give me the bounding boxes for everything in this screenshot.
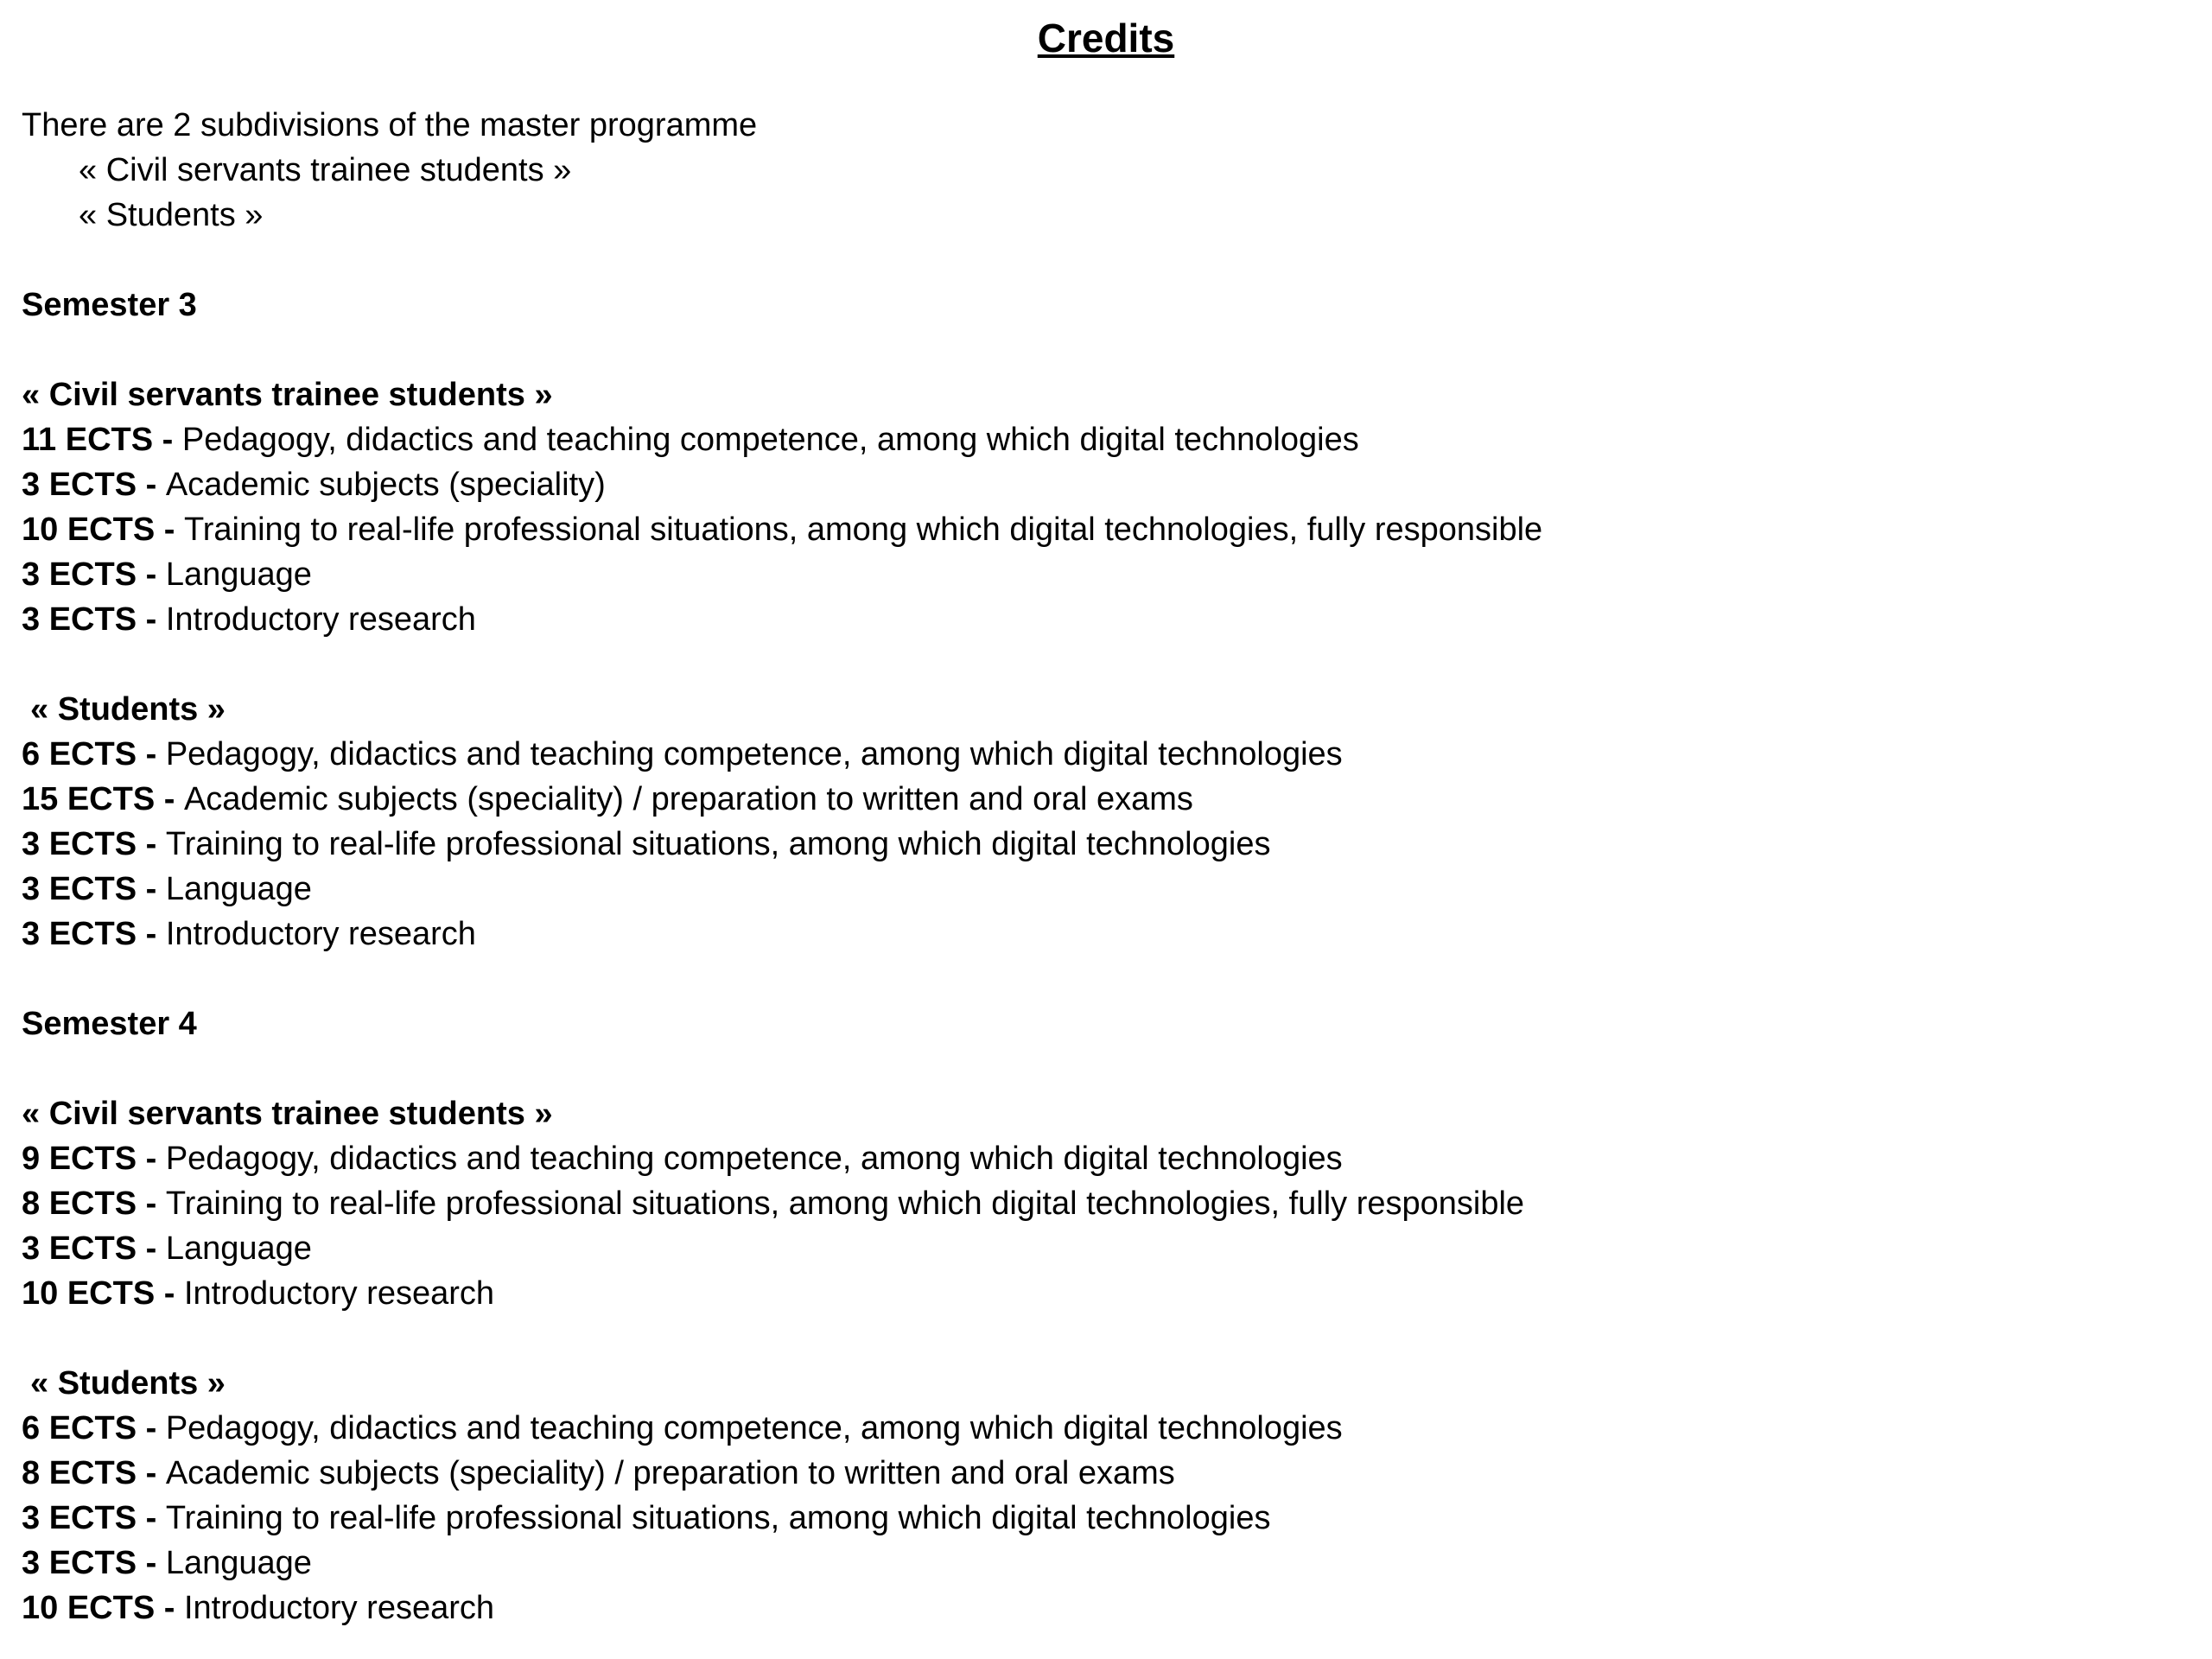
ects-value: 6 ECTS xyxy=(22,1410,137,1446)
separator: - xyxy=(137,1230,166,1267)
s3-civil-servants-heading: « Civil servants trainee students » xyxy=(22,377,553,413)
credit-row xyxy=(22,1406,2182,1451)
ects-value: 15 ECTS xyxy=(22,781,156,817)
separator: - xyxy=(137,1141,166,1177)
separator: - xyxy=(137,1185,166,1222)
course-description: Training to real-life professional situations, among which digital technologies xyxy=(165,1500,1271,1536)
ects-value: 3 ECTS xyxy=(22,826,137,862)
spacer xyxy=(22,327,2182,372)
ects-value: 8 ECTS xyxy=(22,1185,137,1222)
spacer xyxy=(22,1046,2182,1091)
ects-value: 3 ECTS xyxy=(22,871,137,907)
course-description: Introductory research xyxy=(183,1275,495,1312)
credit-row xyxy=(22,462,2182,507)
s3-students-heading: « Students » xyxy=(30,691,226,728)
separator: - xyxy=(137,736,166,772)
separator: - xyxy=(155,1590,184,1626)
course-description: Introductory research xyxy=(183,1590,495,1626)
course-description: Language xyxy=(165,1545,312,1581)
separator: - xyxy=(137,826,166,862)
separator: - xyxy=(137,1545,166,1581)
separator: - xyxy=(137,1455,166,1491)
ects-value: 3 ECTS xyxy=(22,1230,137,1267)
separator: - xyxy=(137,556,166,593)
intro-text: There are 2 subdivisions of the master programme xyxy=(22,107,758,143)
course-description: Academic subjects (speciality) / preparation to written and oral exams xyxy=(183,781,1193,817)
credit-row xyxy=(22,1496,2182,1541)
course-description: Pedagogy, didactics and teaching competence, among which digital technologies xyxy=(165,1410,1343,1446)
separator: - xyxy=(137,916,166,952)
credit-row xyxy=(22,777,2182,822)
course-description: Training to real-life professional situations, among which digital technologies, fully responsible xyxy=(183,512,1543,548)
ects-value: 3 ECTS xyxy=(22,556,137,593)
credit-row xyxy=(22,867,2182,912)
ects-value: 3 ECTS xyxy=(22,916,137,952)
ects-value: 8 ECTS xyxy=(22,1455,137,1491)
separator: - xyxy=(155,512,184,548)
credit-row xyxy=(22,552,2182,597)
separator: - xyxy=(137,1410,166,1446)
ects-value: 9 ECTS xyxy=(22,1141,137,1177)
credit-row xyxy=(22,1136,2182,1181)
credit-row xyxy=(22,1451,2182,1496)
course-description: Introductory research xyxy=(165,916,476,952)
semester-4-heading: Semester 4 xyxy=(22,1006,197,1042)
credit-row xyxy=(22,417,2182,462)
ects-value: 10 ECTS xyxy=(22,1590,156,1626)
course-description: Pedagogy, didactics and teaching competence, among which digital technologies xyxy=(181,422,1359,458)
credit-row xyxy=(22,507,2182,552)
course-description: Language xyxy=(165,556,312,593)
spacer xyxy=(22,238,2182,283)
separator: - xyxy=(155,1275,184,1312)
credit-row xyxy=(22,912,2182,957)
separator: - xyxy=(137,601,166,638)
ects-value: 3 ECTS xyxy=(22,1500,137,1536)
course-description: Pedagogy, didactics and teaching competence, among which digital technologies xyxy=(165,736,1343,772)
course-description: Training to real-life professional situations, among which digital technologies xyxy=(165,826,1271,862)
course-description: Pedagogy, didactics and teaching competence, among which digital technologies xyxy=(165,1141,1343,1177)
semester-3-heading: Semester 3 xyxy=(22,287,197,323)
page-title: Credits xyxy=(1037,16,1175,60)
spacer xyxy=(22,1316,2182,1361)
separator: - xyxy=(137,871,166,907)
intro-item-students: « Students » xyxy=(79,197,264,233)
separator: - xyxy=(137,1500,166,1536)
credit-row xyxy=(22,1271,2182,1316)
credit-row xyxy=(22,732,2182,777)
separator: - xyxy=(155,781,184,817)
s4-students-heading: « Students » xyxy=(30,1365,226,1402)
course-description: Language xyxy=(165,1230,312,1267)
spacer xyxy=(22,642,2182,687)
credit-row xyxy=(22,1586,2182,1630)
course-description: Academic subjects (speciality) xyxy=(165,467,606,503)
credit-row xyxy=(22,822,2182,867)
ects-value: 11 ECTS xyxy=(22,422,154,458)
credit-row xyxy=(22,1226,2182,1271)
credit-row xyxy=(22,1541,2182,1586)
course-description: Introductory research xyxy=(165,601,476,638)
s4-civil-servants-heading: « Civil servants trainee students » xyxy=(22,1096,553,1132)
separator: - xyxy=(137,467,166,503)
course-description: Training to real-life professional situations, among which digital technologies, fully responsible xyxy=(165,1185,1525,1222)
document-body xyxy=(22,103,2182,1630)
ects-value: 3 ECTS xyxy=(22,1545,137,1581)
spacer xyxy=(22,957,2182,1001)
ects-value: 3 ECTS xyxy=(22,601,137,638)
ects-value: 10 ECTS xyxy=(22,1275,156,1312)
credit-row xyxy=(22,597,2182,642)
intro-item-civil-servants: « Civil servants trainee students » xyxy=(79,152,572,188)
ects-value: 3 ECTS xyxy=(22,467,137,503)
ects-value: 6 ECTS xyxy=(22,736,137,772)
ects-value: 10 ECTS xyxy=(22,512,156,548)
course-description: Language xyxy=(165,871,312,907)
course-description: Academic subjects (speciality) / preparation to written and oral exams xyxy=(165,1455,1175,1491)
credit-row xyxy=(22,1181,2182,1226)
separator: - xyxy=(153,422,182,458)
